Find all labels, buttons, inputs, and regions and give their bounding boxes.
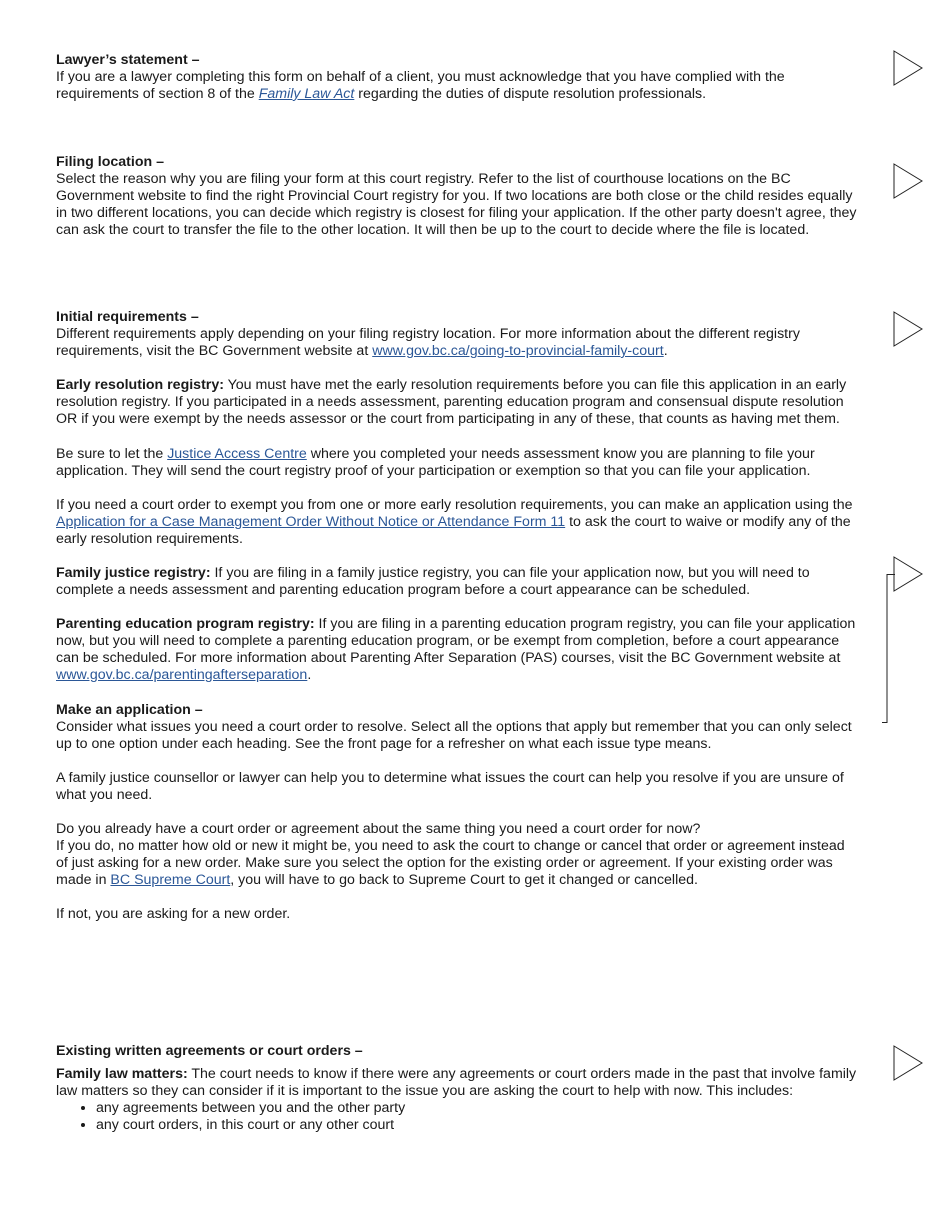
triangle-arrow-icon — [893, 50, 923, 86]
agreements-list — [56, 1100, 860, 1134]
if-not-section — [56, 906, 860, 923]
lawyer-statement-section — [56, 52, 860, 103]
initial-requirements-text: Different requirements apply depending on your filing registry location. For more information about the different registry requirements, visit the BC Government website at www.gov.bc.ca/going-to-provincial-family-court. — [56, 326, 800, 359]
make-application-text: Consider what issues you need a court order to resolve. Select all the options that apply but remember that you can only select up to one option under each heading. See the front page for a refresher on what each issue type means. — [56, 719, 852, 752]
early-resolution-text: Early resolution registry: You must have met the early resolution requirements before you can file this application in an early resolution registry. If you participated in a needs assessment, parenting education program and consensual dispute resolution OR if you were exempt by the needs assessor or the court from participating in any of these, that counts as having met them. — [56, 377, 847, 427]
lawyer-statement-heading: Lawyer’s statement – — [56, 52, 200, 68]
filing-location-heading: Filing location – — [56, 154, 164, 170]
parenting-after-separation-link[interactable]: www.gov.bc.ca/parentingafterseparation — [56, 667, 308, 683]
parenting-education-section — [56, 616, 860, 684]
filing-location-section — [56, 154, 860, 239]
triangle-arrow-icon — [893, 311, 923, 347]
triangle-arrow-icon — [893, 163, 923, 199]
triangle-arrow-icon — [893, 556, 923, 592]
initial-requirements-section — [56, 309, 860, 360]
family-justice-text: Family justice registry: If you are filing in a family justice registry, you can file your application now, but you will need to complete a needs assessment and parenting education program before a court appearance can be scheduled. — [56, 565, 810, 598]
family-law-act-link[interactable]: Family Law Act — [258, 86, 355, 102]
form-11-link[interactable]: Application for a Case Management Order Without Notice or Attendance Form 11 — [56, 514, 566, 530]
existing-order-text: If you do, no matter how old or new it might be, you need to ask the court to change or cancel that order or agreement instead of just asking for a new order. Make sure you select the option for the existing order or agreement. If your existing order was made in BC Supreme Court, you will have to go back to Supreme Court to get it changed or cancelled. — [56, 838, 845, 888]
counsellor-text: A family justice counsellor or lawyer can help you to determine what issues the court can help you resolve if you are unsure of what you need. — [56, 770, 844, 803]
existing-written-heading: Existing written agreements or court orders – — [56, 1043, 363, 1059]
exemption-text: If you need a court order to exempt you from one or more early resolution requirements, you can make an application using the Application for a Case Management Order Without Notice or Attendance Form 11 to ask the court to waive or modify any of the early resolution requirements. — [56, 497, 853, 547]
triangle-arrow-icon — [893, 1045, 923, 1081]
family-justice-section — [56, 565, 860, 599]
make-application-section — [56, 702, 860, 753]
counsellor-section — [56, 770, 860, 804]
bracket-line — [881, 574, 897, 724]
provincial-family-court-link[interactable]: www.gov.bc.ca/going-to-provincial-family-court — [372, 343, 664, 359]
make-application-heading: Make an application – — [56, 702, 203, 718]
filing-location-text: Select the reason why you are filing your form at this court registry. Refer to the list of courthouse locations on the BC Government website to find the right Provincial Court registry for you. If two locations are both close or the child resides equally in two different locations, you can decide which registry is closest for filing your application. If the other party doesn't agree, they can ask the court to transfer the file to the other location. It will then be up to the court to decide where the file is located. — [56, 171, 857, 238]
existing-order-question: Do you already have a court order or agreement about the same thing you need a court order for now? — [56, 821, 701, 837]
if-not-text: If not, you are asking for a new order. — [56, 906, 291, 922]
existing-written-section — [56, 1043, 860, 1134]
justice-access-section — [56, 446, 860, 480]
existing-order-section — [56, 821, 860, 889]
parenting-education-text: Parenting education program registry: If you are filing in a parenting education program registry, you can file your application now, but you will need to complete a parenting education program, or be exempt from completion, before a court appearance can be scheduled. For more information about Parenting After Separation (PAS) courses, visit the BC Government website at www.gov.bc.ca/parentingafterseparation. — [56, 616, 856, 683]
exemption-section — [56, 497, 860, 548]
justice-access-text: Be sure to let the Justice Access Centre where you completed your needs assessment know you are planning to file your application. They will send the court registry proof of your participation or exemption so that you can file your application. — [56, 446, 815, 479]
list-item: • any agreements between you and the other party — [96, 1100, 860, 1117]
lawyer-statement-text: If you are a lawyer completing this form on behalf of a client, you must acknowledge that you have complied with the requirements of section 8 of the Family Law Act regarding the duties of dispute resolution professionals. — [56, 69, 785, 102]
initial-requirements-heading: Initial requirements – — [56, 309, 199, 325]
list-item: • any court orders, in this court or any other court — [96, 1117, 860, 1134]
early-resolution-section — [56, 377, 860, 428]
justice-access-centre-link[interactable]: Justice Access Centre — [167, 446, 307, 462]
bc-supreme-court-link[interactable]: BC Supreme Court — [110, 872, 231, 888]
family-law-matters-text: Family law matters: The court needs to know if there were any agreements or court orders made in the past that involve family law matters so they can consider if it is important to the issue you are asking the court to help with now. This includes: — [56, 1066, 857, 1099]
